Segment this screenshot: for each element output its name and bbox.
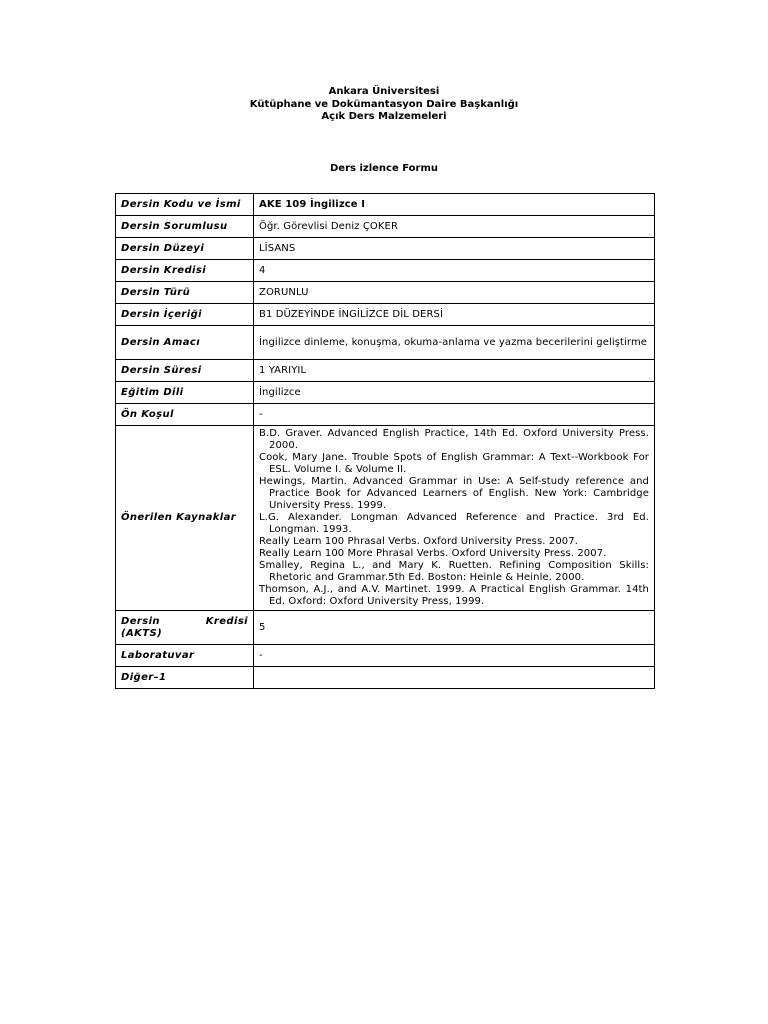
row-label: Dersin İçeriği (116, 304, 254, 326)
table-row (116, 304, 655, 326)
table-row (116, 194, 655, 216)
reference-item: Cook, Mary Jane. Trouble Spots of English Grammar: A Text--Workbook For ESL. Volume I. & Volume II. (259, 452, 649, 475)
reference-item: Hewings, Martin. Advanced Grammar in Use: A Self-study reference and Practice Book for Advanced Learners of English. New York: Cambridge University Press. 1999. (259, 476, 649, 511)
reference-item: B.D. Graver. Advanced English Practice, 14th Ed. Oxford University Press. 2000. (259, 428, 649, 451)
references-list (254, 426, 655, 611)
table-row (116, 260, 655, 282)
row-label: Diğer–1 (116, 667, 254, 689)
row-value: İngilizce (254, 382, 655, 404)
reference-item: L.G. Alexander. Longman Advanced Reference and Practice. 3rd Ed. Longman. 1993. (259, 512, 649, 535)
row-value: AKE 109 İngilizce I (254, 194, 655, 216)
reference-item: Smalley, Regina L., and Mary K. Ruetten. Refining Composition Skills: Rhetoric and Grammar.5th Ed. Boston: Heinle & Heinle. 2000. (259, 560, 649, 583)
row-label: Dersin Kredisi (AKTS) (116, 611, 254, 645)
row-label: Eğitim Dili (116, 382, 254, 404)
row-value: 5 (254, 611, 655, 645)
row-value: - (254, 645, 655, 667)
row-label: Dersin Sorumlusu (116, 216, 254, 238)
row-label: Dersin Düzeyi (116, 238, 254, 260)
materials-title: Açık Ders Malzemeleri (321, 111, 447, 122)
table-row (116, 611, 655, 645)
row-label: Ön Koşul (116, 404, 254, 426)
row-value: B1 DÜZEYİNDE İNGİLİZCE DİL DERSİ (254, 304, 655, 326)
table-row (116, 404, 655, 426)
reference-item: Thomson, A.J., and A.V. Martinet. 1999. A Practical English Grammar. 14th Ed. Oxford: Oxford University Press, 1999. (259, 584, 649, 607)
row-value: İngilizce dinleme, konuşma, okuma-anlama ve yazma becerilerini geliştirme (254, 326, 655, 360)
department-name: Kütüphane ve Dokümantasyon Daire Başkanlığı (249, 98, 519, 110)
row-value: 4 (254, 260, 655, 282)
table-row (116, 645, 655, 667)
row-label: Dersin Kodu ve İsmi (116, 194, 254, 216)
reference-item: Really Learn 100 Phrasal Verbs. Oxford University Press. 2007. (259, 536, 578, 547)
row-label: Önerilen Kaynaklar (116, 426, 254, 611)
table-row (116, 216, 655, 238)
row-value: 1 YARIYIL (254, 360, 655, 382)
table-row (116, 382, 655, 404)
reference-item: Really Learn 100 More Phrasal Verbs. Oxford University Press. 2007. (259, 548, 607, 559)
table-row (116, 360, 655, 382)
row-label: Laboratuvar (116, 645, 254, 667)
table-row (116, 282, 655, 304)
row-label: Dersin Kredisi (116, 260, 254, 282)
university-name: Ankara Üniversitesi (328, 86, 440, 97)
row-value: ZORUNLU (254, 282, 655, 304)
institution-header (0, 86, 768, 124)
row-value: LİSANS (254, 238, 655, 260)
row-value (254, 667, 655, 689)
syllabus-table (115, 193, 655, 689)
row-label: Dersin Türü (116, 282, 254, 304)
row-value: Öğr. Görevlisi Deniz ÇOKER (254, 216, 655, 238)
table-row (116, 326, 655, 360)
row-value: - (254, 404, 655, 426)
table-row (116, 667, 655, 689)
form-title: Ders izlence Formu (330, 163, 438, 174)
table-row (116, 238, 655, 260)
row-label: Dersin Amacı (116, 326, 254, 360)
row-label: Dersin Süresi (116, 360, 254, 382)
table-row (116, 426, 655, 611)
